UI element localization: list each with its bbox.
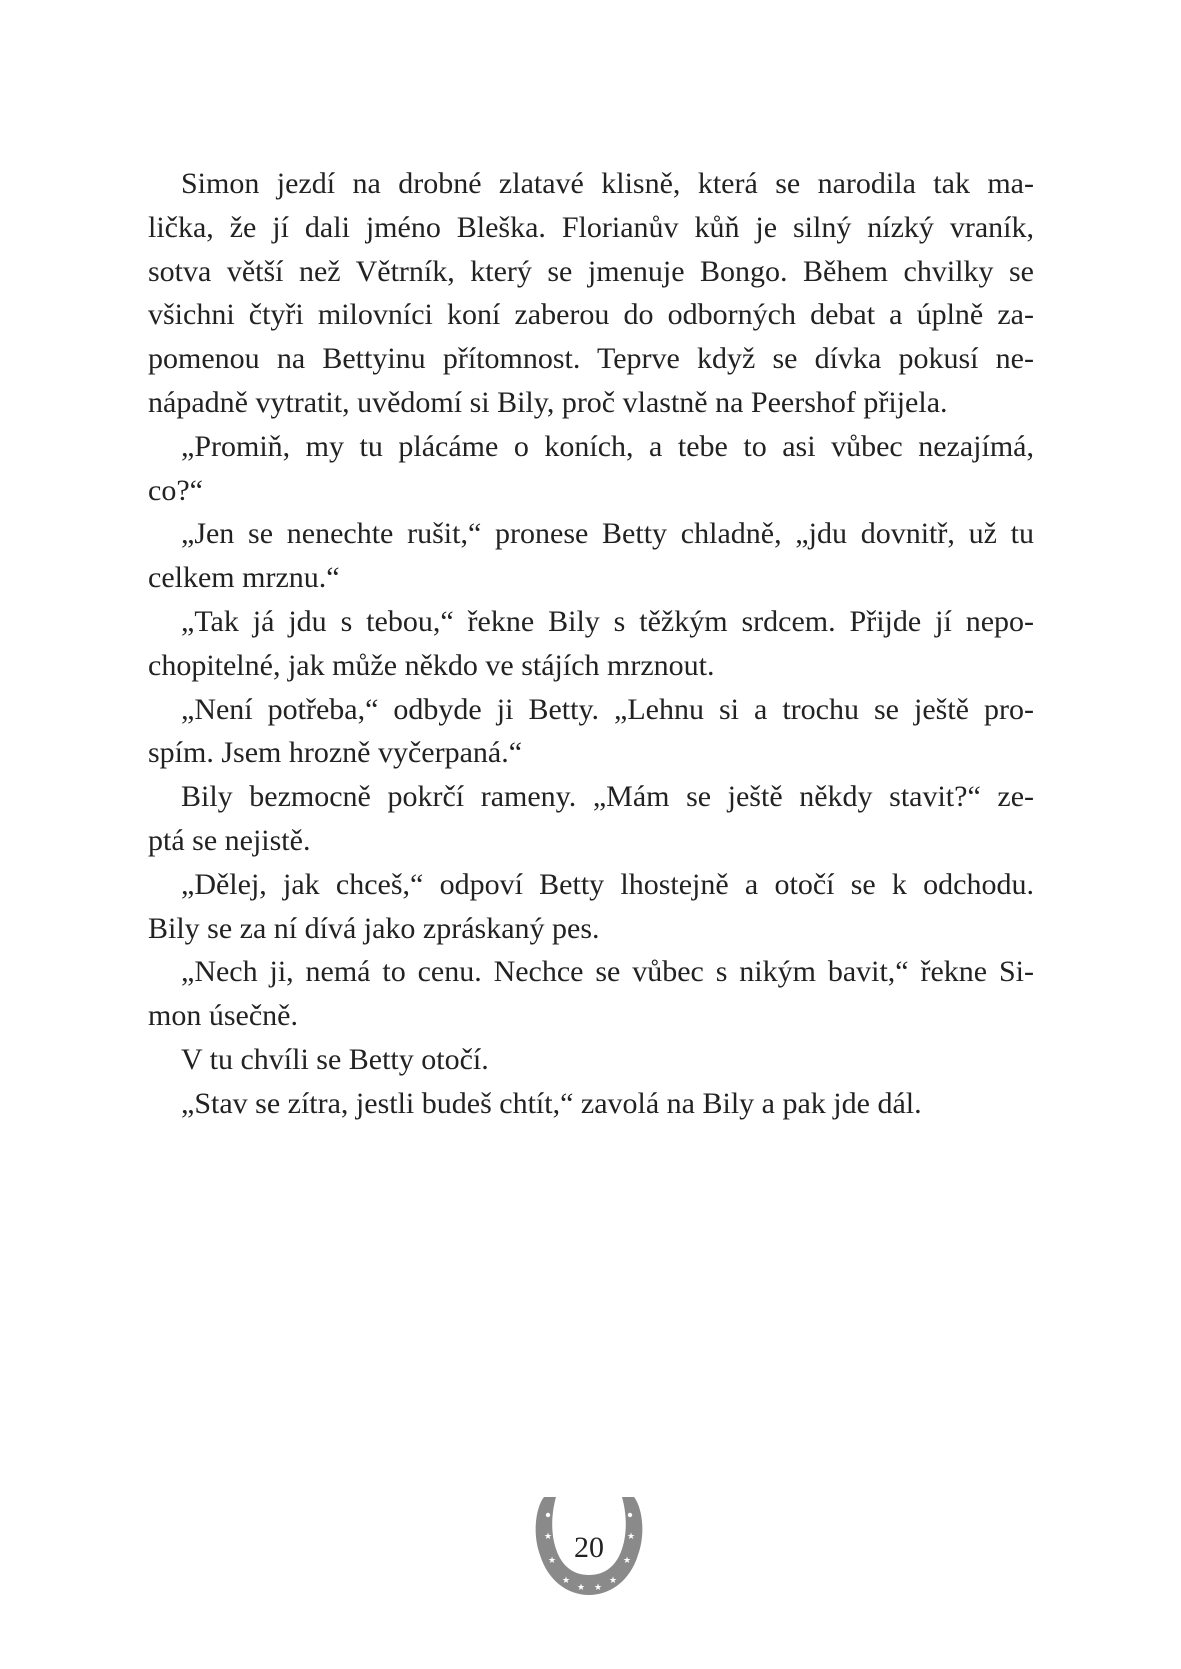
text-line: sotva větší než Větrník, který se jmenuje Bongo. Během chvilky se [148,254,1034,288]
text-line: všichni čtyři milovníci koní zaberou do odborných debat a úplně za- [148,298,1034,332]
svg-text:★: ★ [609,1576,618,1586]
text-line: spím. Jsem hrozně vyčerpaná.“ [148,736,523,770]
text-line: Simon jezdí na drobné zlatavé klisně, která se narodila tak ma- [181,167,1034,200]
svg-text:★: ★ [594,1583,603,1593]
page-number-badge [534,1493,644,1599]
svg-text:★: ★ [623,1556,632,1566]
body-text [148,162,1034,1126]
svg-text:★: ★ [562,1576,571,1586]
svg-text:★: ★ [544,1532,553,1542]
text-line: „Promiň, my tu plácáme o koních, a tebe to asi vůbec nezajímá, [181,429,1034,463]
text-line: nápadně vytratit, uvědomí si Bily, proč vlastně na Peershof přijela. [148,385,948,419]
text-line: V tu chvíli se Betty otočí. [181,1042,489,1076]
text-line: mon úsečně. [148,999,298,1033]
text-line: ptá se nejistě. [148,823,311,857]
text-line: „Nech ji, nemá to cenu. Nechce se vůbec s nikým bavit,“ řekne Si- [181,955,1034,989]
text-line: „Stav se zítra, jestli budeš chtít,“ zavolá na Bily a pak jde dál. [181,1086,922,1120]
text-line: „Jen se nenechte rušit,“ pronese Betty chladně, „jdu dovnitř, už tu [181,517,1034,551]
text-line: Bily bezmocně pokrčí rameny. „Mám se ještě někdy stavit?“ ze- [181,780,1034,814]
svg-text:★: ★ [548,1556,557,1566]
svg-text:★: ★ [627,1532,636,1542]
text-line: „Dělej, jak chceš,“ odpoví Betty lhostejně a otočí se k odchodu. [181,867,1034,901]
text-line: co?“ [148,473,203,507]
text-line: „Není potřeba,“ odbyde ji Betty. „Lehnu si a trochu se ještě pro- [181,692,1034,726]
svg-text:★: ★ [577,1583,586,1593]
text-line: lička, že jí dali jméno Bleška. Florianův kůň je silný nízký vraník, [148,210,1034,244]
text-line: pomenou na Bettyinu přítomnost. Teprve když se dívka pokusí ne- [148,342,1034,376]
text-line: celkem mrznu.“ [148,561,340,595]
page-number: 20 [574,1531,604,1564]
text-line: Bily se za ní dívá jako zpráskaný pes. [148,911,600,945]
text-line: chopitelné, jak může někdo ve stájích mrznout. [148,648,715,682]
text-line: „Tak já jdu s tebou,“ řekne Bily s těžkým srdcem. Přijde jí nepo- [181,604,1034,638]
